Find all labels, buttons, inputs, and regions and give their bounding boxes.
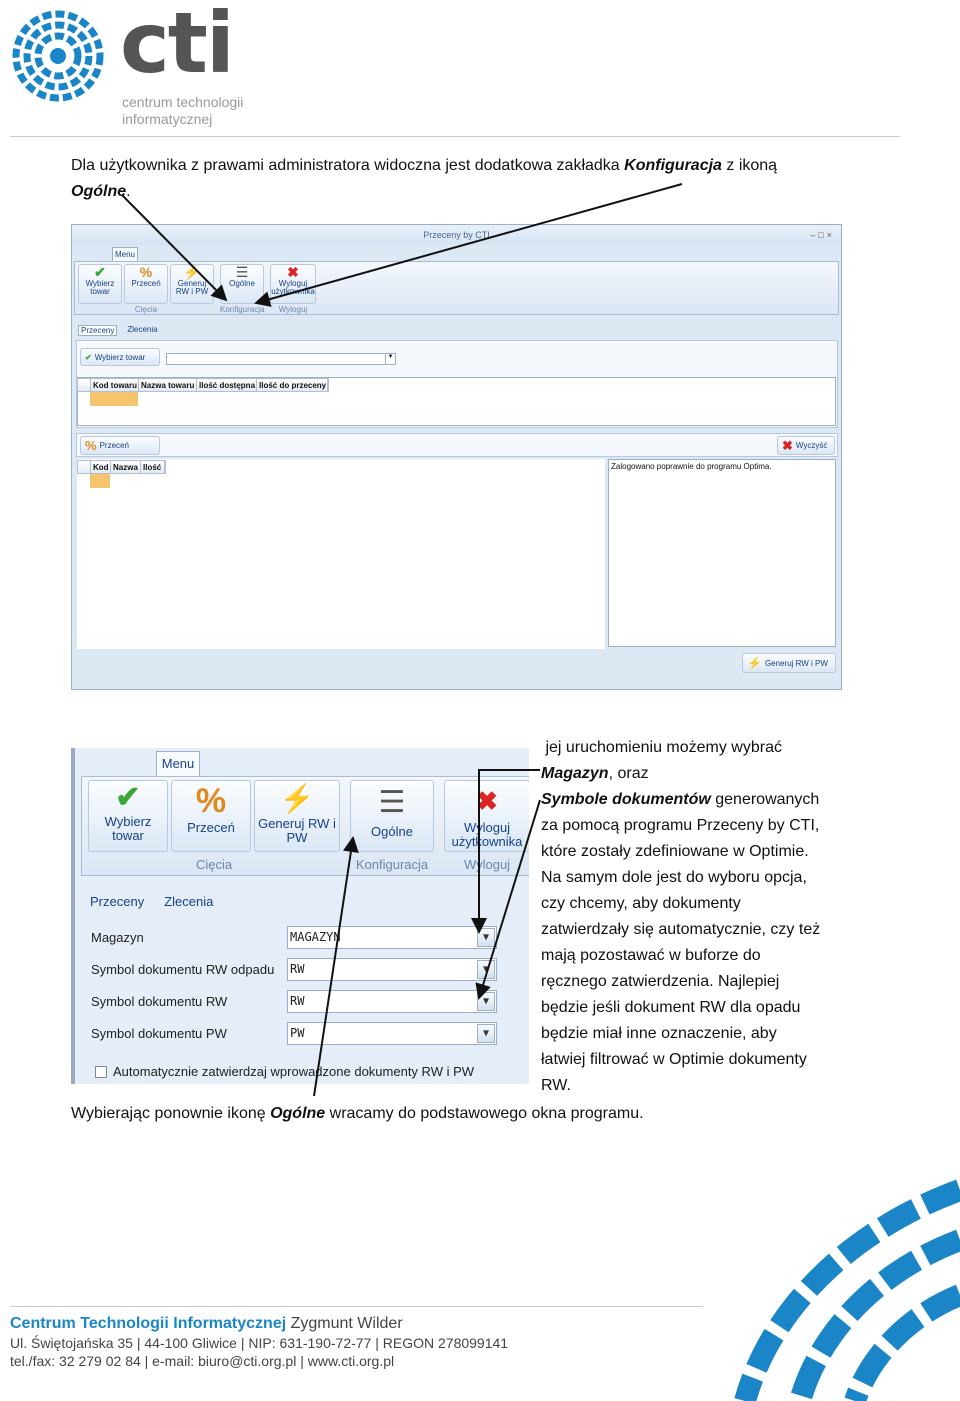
- chevron-down-icon[interactable]: ▼: [477, 1024, 495, 1043]
- close-icon: ✖: [782, 437, 793, 453]
- pw-symbol-label: Symbol dokumentu PW: [91, 1026, 227, 1041]
- checkmark-icon: ✔: [115, 781, 141, 814]
- footer-contact: tel./fax: 32 279 02 84 | e-mail: biuro@cti.org.pl | www.cti.org.pl: [10, 1353, 395, 1369]
- rw-symbol-value: RW: [290, 994, 305, 1008]
- column-ilosc-do-przeceny[interactable]: Ilość do przeceny: [259, 381, 327, 390]
- generate-rw-pw-button[interactable]: [254, 780, 340, 852]
- generate-rw-pw-button[interactable]: [170, 264, 214, 304]
- group-konfiguracja: Konfiguracja: [220, 305, 265, 314]
- description-paragraph: [541, 735, 851, 1099]
- discount-toolbar: [76, 433, 838, 457]
- description-line: [541, 787, 851, 813]
- generate-label: Generuj RW i PW: [258, 816, 336, 845]
- description-line2: , oraz: [608, 765, 649, 782]
- description-line8: zatwierdzały się automatycznie, czy też: [541, 921, 821, 938]
- discount-label: Przeceń: [187, 820, 235, 835]
- general-label: Ogólne: [229, 278, 255, 288]
- tab-menu[interactable]: Menu: [112, 247, 138, 261]
- description-line9: mają pozostawać w buforze do: [541, 947, 761, 964]
- chevron-down-icon[interactable]: ▼: [477, 960, 495, 979]
- log-message: Zalogowano poprawnie do programu Optima.: [611, 462, 772, 471]
- closing-icon-name: Ogólne: [270, 1105, 326, 1122]
- logo-wordmark: cti: [120, 0, 233, 92]
- closing-paragraph: [71, 1101, 871, 1127]
- select-product-label: Wybierz towar: [85, 278, 115, 297]
- general-label: Ogólne: [371, 824, 413, 839]
- column-kod[interactable]: Kod: [91, 461, 111, 473]
- chevron-down-icon[interactable]: ▼: [477, 928, 495, 947]
- select-product-small-label: Wybierz towar: [94, 352, 146, 362]
- lightning-icon: ⚡: [183, 264, 201, 280]
- close-icon: ✖: [476, 786, 498, 816]
- description-line11: będzie jeśli dokument RW dla opadu: [541, 999, 801, 1016]
- pw-symbol-value: PW: [290, 1026, 305, 1040]
- footer-company: [10, 1315, 403, 1333]
- header-divider: [10, 136, 900, 137]
- description-line5: które zostały zdefiniowane w Optimie.: [541, 843, 809, 860]
- auto-approve-checkbox[interactable]: [95, 1066, 107, 1078]
- intro-text-middle: z ikoną: [721, 157, 778, 174]
- rw-waste-symbol-label: Symbol dokumentu RW odpadu: [91, 962, 275, 977]
- select-product-small-button[interactable]: [80, 348, 160, 366]
- close-icon: ✖: [287, 264, 299, 280]
- intro-text-end: .: [126, 183, 131, 200]
- closing-text: Wybierając ponownie ikonę: [71, 1105, 271, 1122]
- footer-address: Ul. Świętojańska 35 | 44-100 Gliwice | NIP: 631-190-72-77 | REGON 278099141: [10, 1335, 509, 1351]
- sliders-icon: ☰: [235, 264, 249, 280]
- pw-symbol-select[interactable]: [287, 1022, 497, 1045]
- description-magazyn: Magazyn: [541, 765, 609, 782]
- company-name: Centrum Technologii Informatycznej: [10, 1315, 287, 1332]
- lightning-icon: ⚡: [279, 783, 315, 814]
- cti-decorative-graphic: [730, 1170, 960, 1401]
- chevron-down-icon[interactable]: ▼: [385, 354, 395, 364]
- logo-subtitle-line1: centrum technologii: [122, 94, 244, 110]
- discount-button[interactable]: [171, 780, 251, 852]
- magazyn-value: MAGAZYN: [290, 930, 341, 944]
- selected-cell[interactable]: [90, 392, 138, 406]
- rw-symbol-select[interactable]: [287, 990, 497, 1013]
- footer-divider: [10, 1306, 703, 1307]
- generate-rw-pw-bottom-button[interactable]: [742, 653, 836, 673]
- description-line6: Na samym dole jest do wyboru opcja,: [541, 869, 807, 886]
- intro-paragraph: [71, 153, 871, 205]
- main-tabs: [90, 894, 213, 909]
- intro-tab-name: Konfiguracja: [624, 157, 722, 174]
- generate-label: Generuj RW i PW: [175, 278, 209, 297]
- discount-small-label: Przeceń: [99, 441, 129, 450]
- percent-icon: %: [85, 438, 97, 453]
- logout-button[interactable]: [444, 780, 529, 852]
- tab-zlecenia[interactable]: Zlecenia: [164, 894, 214, 909]
- discount-grid-header: [77, 460, 166, 474]
- group-ciecia: Cięcia: [195, 857, 233, 872]
- auto-approve-label: Automatycznie zatwierdzaj wprowadzone dokumenty RW i PW: [113, 1064, 475, 1079]
- column-ilosc[interactable]: Ilość: [141, 461, 165, 473]
- percent-icon: %: [195, 782, 227, 820]
- tab-przeceny[interactable]: Przeceny: [78, 325, 117, 336]
- lightning-icon: ⚡: [747, 656, 762, 670]
- general-settings-button[interactable]: [220, 264, 264, 304]
- main-tabs: [78, 325, 158, 336]
- company-owner: Zygmunt Wilder: [286, 1315, 403, 1332]
- logout-button[interactable]: [270, 264, 316, 304]
- description-line10: ręcznego zatwierdzenia. Najlepiej: [541, 973, 780, 990]
- window-title: Przeceny by CTI: [423, 230, 490, 240]
- description-line4: za pomocą programu Przeceny by CTI,: [541, 817, 820, 834]
- row-indicator-header: [78, 379, 91, 391]
- discount-grid: [77, 459, 605, 649]
- magazyn-select[interactable]: [287, 926, 497, 949]
- logout-label: Wyloguj użytkownika: [451, 820, 523, 849]
- discount-label: Przeceń: [131, 278, 161, 288]
- group-wyloguj: Wyloguj: [463, 857, 511, 872]
- checkmark-icon: ✔: [94, 264, 106, 280]
- settings-screenshot: [71, 748, 529, 1084]
- logo-subtitle: [122, 94, 243, 128]
- description-line13: łatwiej filtrować w Optimie dokumenty: [541, 1051, 807, 1068]
- intro-icon-name: Ogólne: [71, 183, 127, 200]
- ribbon: [81, 776, 529, 876]
- description-symbole: Symbole dokumentów: [541, 791, 711, 808]
- description-line: [541, 735, 851, 761]
- checkmark-icon: ✔: [85, 352, 92, 362]
- chevron-down-icon[interactable]: ▼: [477, 992, 495, 1011]
- window-titlebar: [72, 225, 841, 245]
- group-wyloguj: Wyloguj: [278, 305, 308, 314]
- description-line14: RW.: [541, 1077, 571, 1094]
- group-konfiguracja: Konfiguracja: [355, 857, 429, 872]
- magazyn-label: Magazyn: [91, 930, 144, 945]
- logo-subtitle-line2: informatycznej: [122, 111, 213, 127]
- tab-zlecenia[interactable]: Zlecenia: [127, 325, 158, 334]
- intro-text: Dla użytkownika z prawami administratora widoczna jest dodatkowa zakładka: [71, 157, 625, 174]
- tab-przeceny[interactable]: Przeceny: [90, 894, 145, 909]
- group-ciecia: Cięcia: [134, 305, 158, 314]
- tab-menu[interactable]: Menu: [156, 751, 200, 776]
- discount-button[interactable]: [124, 264, 168, 304]
- rw-waste-symbol-select[interactable]: [287, 958, 497, 981]
- discount-small-button[interactable]: [80, 436, 160, 455]
- column-ilosc-dostepna[interactable]: Ilość dostępna: [199, 381, 256, 390]
- window-controls[interactable]: –□×: [810, 230, 835, 240]
- select-product-label: Wybierz towar: [104, 814, 152, 843]
- row-indicator-header: [78, 461, 91, 473]
- description-line: [541, 761, 851, 787]
- log-panel: [608, 459, 836, 647]
- description-line12: będzie miał inne oznaczenie, aby: [541, 1025, 777, 1042]
- percent-icon: %: [139, 264, 153, 280]
- ribbon: [74, 261, 839, 315]
- generate-bottom-label: Generuj RW i PW: [764, 658, 828, 668]
- clear-button[interactable]: [777, 436, 835, 455]
- select-product-button[interactable]: [88, 780, 168, 852]
- cti-logo-icon: [10, 8, 106, 104]
- clear-label: Wyczyść: [795, 441, 828, 450]
- product-grid-header: [77, 378, 329, 392]
- column-nazwa-towaru[interactable]: Nazwa towaru: [139, 379, 197, 391]
- sliders-icon: ☰: [378, 786, 406, 819]
- description-line3: generowanych: [710, 791, 820, 808]
- general-settings-button[interactable]: [350, 780, 434, 852]
- select-product-button[interactable]: [78, 264, 122, 304]
- rw-symbol-label: Symbol dokumentu RW: [91, 994, 228, 1009]
- logout-label: Wyloguj użytkownika: [271, 278, 315, 297]
- closing-text-end: wracamy do podstawowego okna programu.: [325, 1105, 644, 1122]
- description-line1: jej uruchomieniu możemy wybrać: [545, 739, 782, 756]
- product-search-combo[interactable]: [166, 353, 396, 365]
- rw-waste-symbol-value: RW: [290, 962, 305, 976]
- description-line7: czy chcemy, aby dokumenty: [541, 895, 741, 912]
- selected-cell[interactable]: [90, 474, 110, 488]
- column-nazwa[interactable]: Nazwa: [111, 461, 141, 473]
- column-kod-towaru[interactable]: Kod towaru: [93, 381, 137, 390]
- app-window-screenshot: [71, 224, 842, 690]
